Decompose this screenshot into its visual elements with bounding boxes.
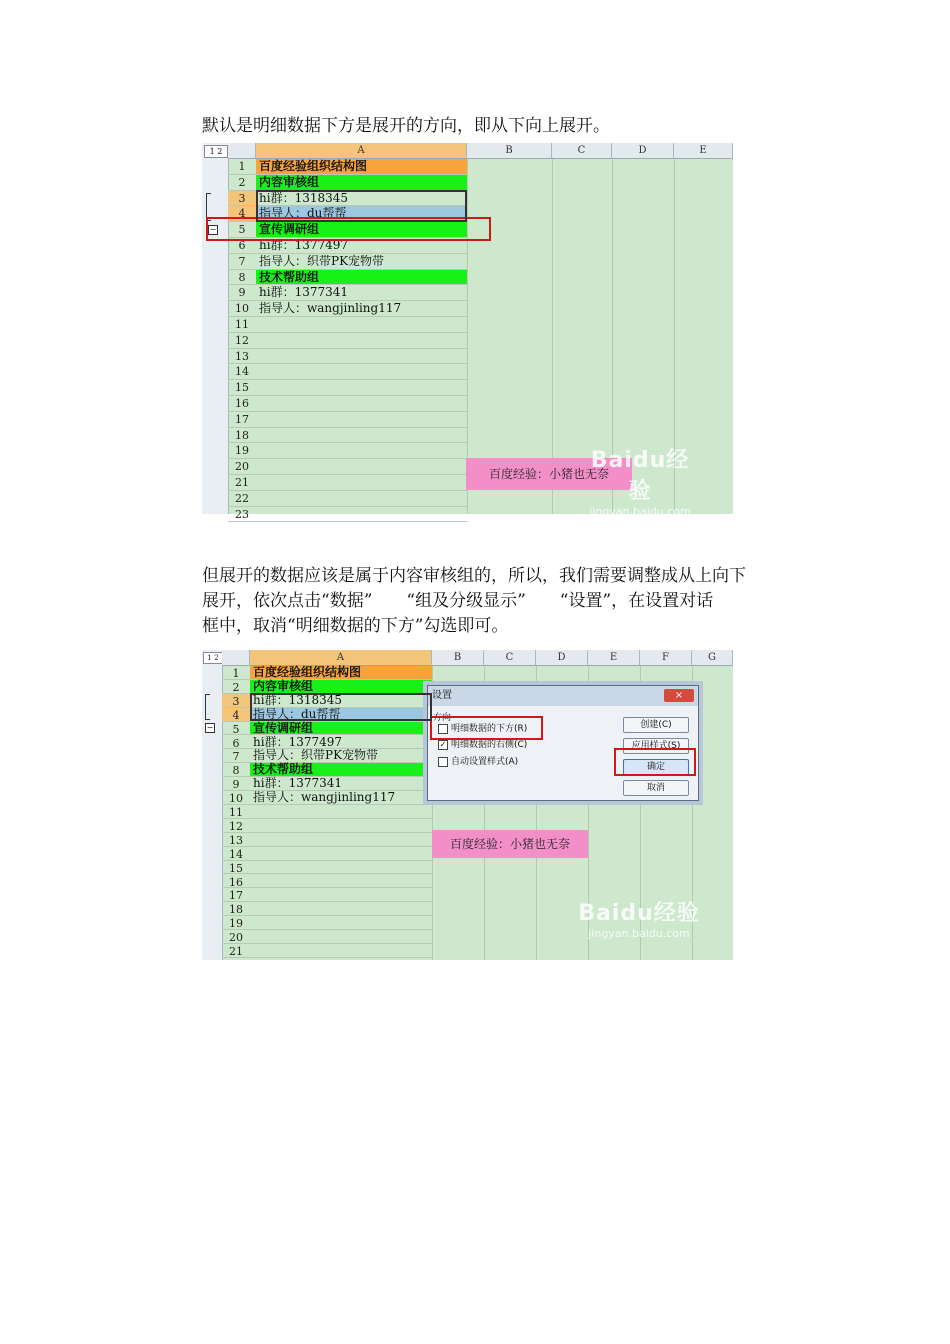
cell-A7[interactable]: 指导人：织带PK宠物带 [250,749,432,763]
row-header[interactable]: 9 [228,285,256,301]
row-header[interactable]: 15 [222,861,250,875]
row-header[interactable]: 13 [228,349,256,365]
instruction-line-3: 框中，取消“明细数据的下方”勾选即可。 [202,616,509,636]
cell-A15[interactable] [256,380,467,396]
col-header-D[interactable]: D [612,143,674,159]
col-header-A[interactable]: A [256,143,467,159]
cell-A6[interactable]: hi群：1377497 [256,238,467,254]
cell-A15[interactable] [250,861,432,875]
row-header[interactable]: 11 [228,317,256,333]
corner-header [228,143,256,159]
cell-A22[interactable] [256,491,467,507]
cell-A5[interactable]: 宣传调研组 [250,722,432,736]
instruction-line-1: 但展开的数据应该是属于内容审核组的，所以，我们需要调整成从上向下 [202,566,746,586]
row-header[interactable]: 15 [228,380,256,396]
row-header[interactable]: 11 [222,805,250,819]
spreadsheet-screenshot-2 [202,650,733,960]
cell-A17[interactable] [250,888,432,902]
row-header[interactable]: 22 [228,491,256,507]
row-header[interactable]: 10 [222,791,250,805]
row-header[interactable]: 2 [228,175,256,191]
cell-A10[interactable]: 指导人：wangjinling117 [250,791,432,805]
col-header-C[interactable]: C [552,143,612,159]
intro-paragraph: 默认是明细数据下方是展开的方向，即从下向上展开。 [202,116,610,136]
cell-A13[interactable] [256,349,467,365]
row-header[interactable]: 4 [222,708,250,722]
col-header-F[interactable]: F [640,650,692,666]
cell-A2[interactable]: 内容审核组 [250,680,432,694]
col-header-C[interactable]: C [484,650,536,666]
cell-A8[interactable]: 技术帮助组 [250,763,432,777]
row-header[interactable]: 18 [222,902,250,916]
cell-A4[interactable]: 指导人：du帮帮 [256,206,467,222]
cell-A12[interactable] [250,819,432,833]
cell-A18[interactable] [250,902,432,916]
row-header[interactable]: 18 [228,428,256,444]
row-header[interactable]: 14 [222,847,250,861]
cell-A10[interactable]: 指导人：wangjinling117 [256,301,467,317]
cell-A19[interactable] [256,443,467,459]
cell-A17[interactable] [256,412,467,428]
row-header[interactable]: 21 [228,475,256,491]
row-header[interactable]: 17 [222,888,250,902]
col-header-B[interactable]: B [432,650,484,666]
col-header-D[interactable]: D [536,650,588,666]
row-header[interactable]: 3 [222,694,250,708]
watermark: Baidu经验 jingyan.baidu.com [589,448,691,518]
cell-A8[interactable]: 技术帮助组 [256,270,467,286]
cell-A9[interactable]: hi群：1377341 [256,285,467,301]
cell-A12[interactable] [256,333,467,349]
cell-A20[interactable] [250,930,432,944]
apply-styles-button[interactable]: 应用样式(S) [623,738,689,754]
row-header[interactable]: 5 [222,722,250,736]
row-header[interactable]: 5 [228,222,256,238]
settings-dialog [427,685,699,801]
cell-A2[interactable]: 内容审核组 [256,175,467,191]
dialog-titlebar [428,686,698,706]
cell-A11[interactable] [250,805,432,819]
row-header[interactable]: 8 [222,763,250,777]
cell-A21[interactable] [250,944,432,958]
selection-border [256,190,467,222]
cell-A14[interactable] [256,364,467,380]
row-header[interactable]: 7 [222,749,250,763]
row-header[interactable]: 17 [228,412,256,428]
row-header[interactable]: 14 [228,364,256,380]
cell-A1[interactable]: 百度经验组织结构图 [256,159,467,175]
corner-header [222,650,250,666]
highlight-box-ok [614,748,696,776]
row-header[interactable]: 13 [222,833,250,847]
cell-A19[interactable] [250,916,432,930]
cell-A13[interactable] [250,833,432,847]
cell-A7[interactable]: 指导人：织带PK宠物带 [256,254,467,270]
checkbox-detail-below[interactable]: 明细数据的下方(R) [438,723,527,735]
cell-A21[interactable] [256,475,467,491]
row-header[interactable]: 16 [222,875,250,889]
row-header[interactable]: 20 [228,459,256,475]
cell-A20[interactable] [256,459,467,475]
row-header[interactable]: 12 [228,333,256,349]
watermark: Baidu经验 jingyan.baidu.com [578,901,700,940]
cell-A9[interactable]: hi群：1377341 [250,777,432,791]
pink-label: 百度经验：小猪也无奈 [432,830,588,858]
outline-level-buttons[interactable]: 1 2 [203,652,223,664]
row-header[interactable]: 19 [228,443,256,459]
outline-level-buttons[interactable]: 1 2 [204,145,228,158]
collapse-minus-icon[interactable]: − [206,723,214,732]
col-header-E[interactable]: E [674,143,733,159]
collapse-minus-icon[interactable]: − [209,225,217,234]
close-icon[interactable]: × [664,689,694,702]
checkbox-detail-right[interactable]: ✓ 明细数据的右侧(C) [439,739,528,750]
cell-A5[interactable]: 宣传调研组 [256,222,467,238]
row-header[interactable]: 20 [222,930,250,944]
instruction-line-2: 展开，依次点击“数据” “组及分级显示” “设置”，在设置对话 [202,591,714,611]
ok-button[interactable]: 确定 [623,759,689,775]
dialog-title: 设置 [432,690,452,701]
cell-A1[interactable]: 百度经验组织结构图 [250,666,432,680]
direction-group-label: 方向 [433,713,452,723]
row-header[interactable]: 3 [228,191,256,207]
cell-A3[interactable]: hi群：1318345 [250,694,432,708]
pink-label: 百度经验：小猪也无奈 [466,458,632,490]
row-header[interactable]: 6 [222,736,250,750]
highlight-box-checkbox [430,716,543,740]
checkbox-auto-style[interactable]: 自动设置样式(A) [438,756,518,768]
cell-A6[interactable]: hi群：1377497 [250,736,432,750]
cell-A11[interactable] [256,317,467,333]
row-header[interactable]: 7 [228,254,256,270]
row-header[interactable]: 8 [228,270,256,286]
row-header[interactable]: 16 [228,396,256,412]
create-button[interactable]: 创建(C) [623,717,689,733]
row-header[interactable]: 21 [222,944,250,958]
cell-A16[interactable] [256,396,467,412]
col-header-G[interactable]: G [692,650,733,666]
row-header[interactable]: 10 [228,301,256,317]
cell-A18[interactable] [256,428,467,444]
outline-bracket [205,694,210,720]
row-header[interactable]: 6 [228,238,256,254]
row-header[interactable]: 1 [222,666,250,680]
row-header[interactable]: 9 [222,777,250,791]
row-header[interactable]: 1 [228,159,256,175]
cell-A3[interactable]: hi群：1318345 [256,191,467,207]
row-header[interactable]: 2 [222,680,250,694]
cell-A23[interactable] [256,507,467,523]
col-header-B[interactable]: B [467,143,552,159]
row-header[interactable]: 23 [228,507,256,523]
cancel-button[interactable]: 取消 [623,780,689,796]
cell-A4[interactable]: 指导人：du帮帮 [250,708,432,722]
col-header-A[interactable]: A [250,650,432,666]
spreadsheet-screenshot-1 [202,143,733,521]
cell-A16[interactable] [250,875,432,889]
row-header[interactable]: 12 [222,819,250,833]
cell-A14[interactable] [250,847,432,861]
row-header[interactable]: 4 [228,206,256,222]
col-header-E[interactable]: E [588,650,640,666]
row-header[interactable]: 19 [222,916,250,930]
selection-border [250,693,432,721]
